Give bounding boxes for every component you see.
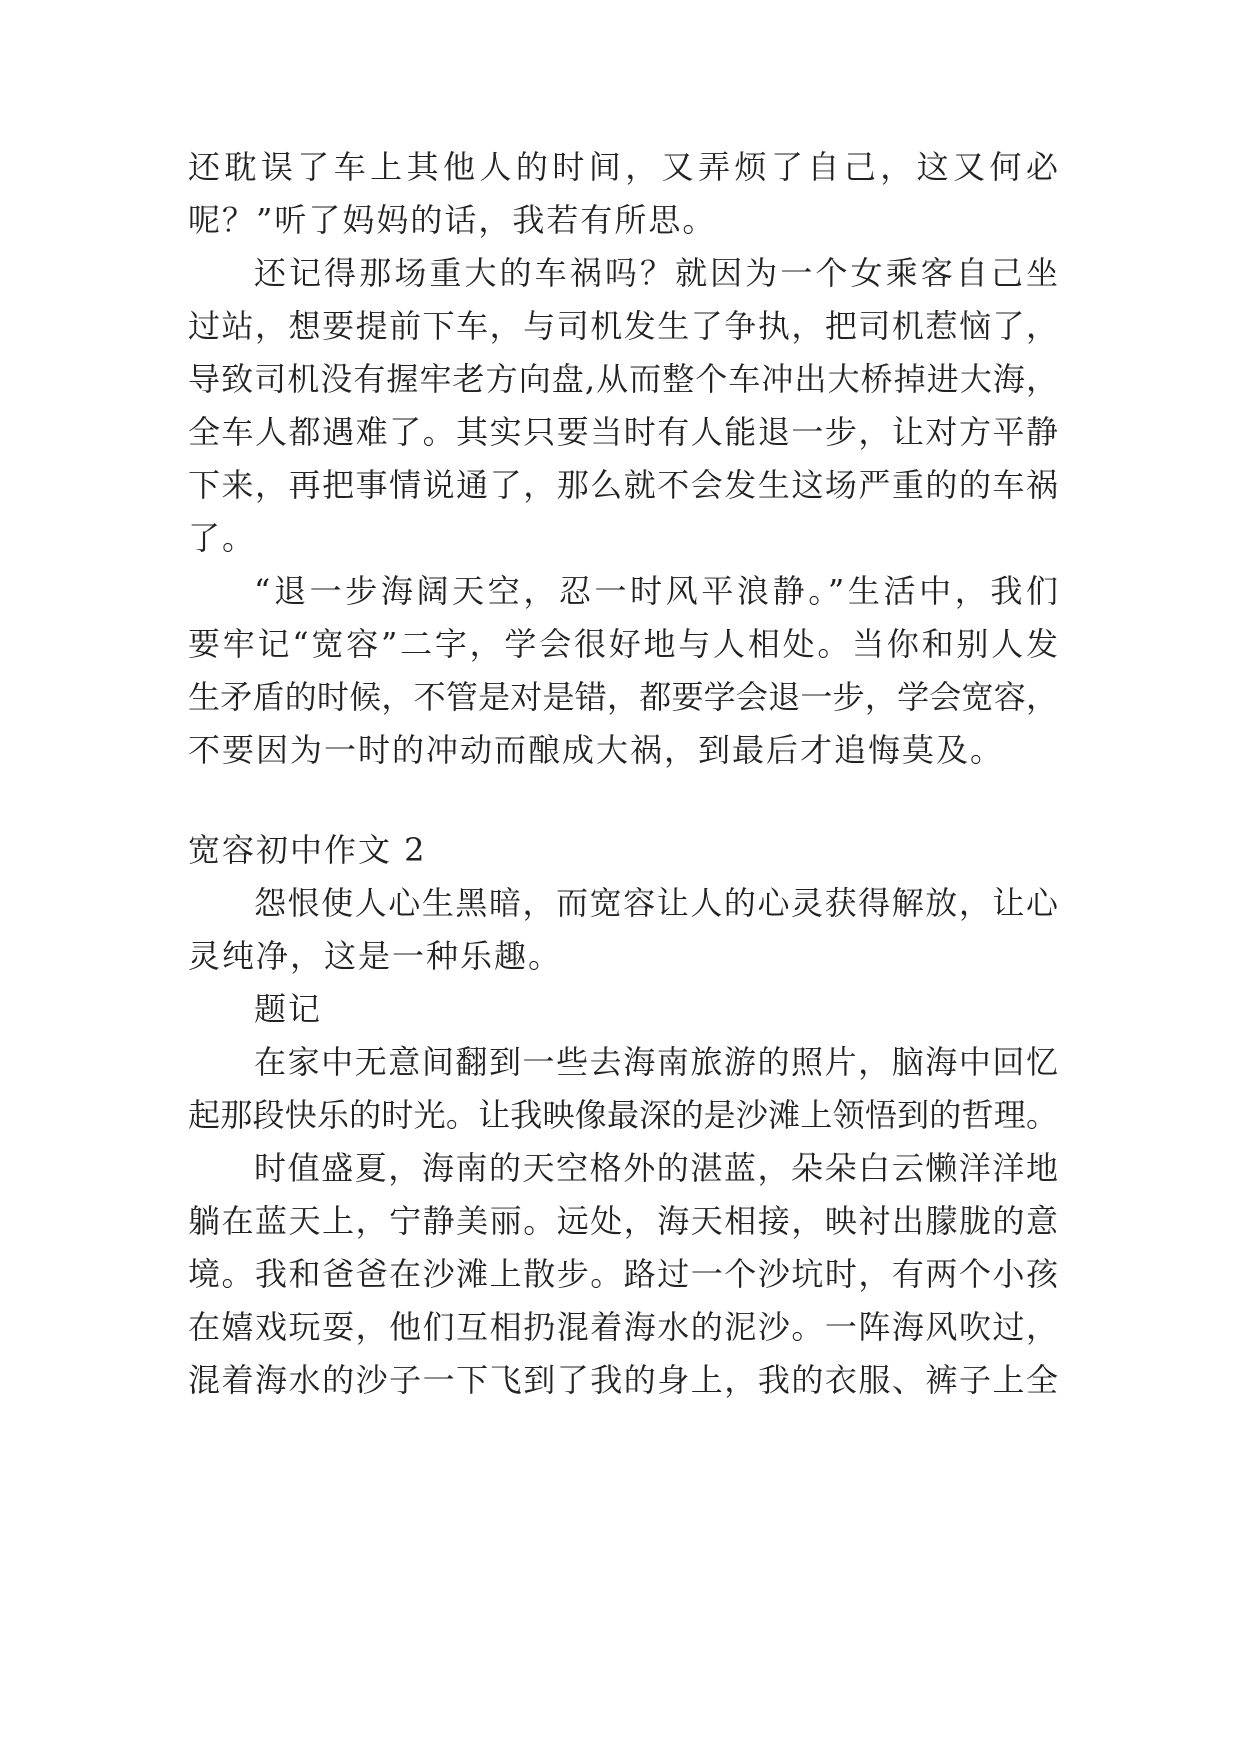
text-line: 生矛盾的时候，不管是对是错，都要学会退一步，学会宽容， xyxy=(188,678,1058,716)
text-line: 还耽误了车上其他人的时间，又弄烦了自己，这又何必 xyxy=(188,148,1058,186)
text-line: 要牢记“宽容”二字，学会很好地与人相处。当你和别人发 xyxy=(188,625,1058,663)
paragraph-first-line: 时值盛夏，海南的天空格外的湛蓝，朵朵白云懒洋洋地 xyxy=(254,1149,1058,1187)
paragraph-first-line: 还记得那场重大的车祸吗？就因为一个女乘客自己坐 xyxy=(254,254,1058,292)
text-line: 境。我和爸爸在沙滩上散步。路过一个沙坑时，有两个小孩 xyxy=(188,1255,1058,1293)
text-line: 下来，再把事情说通了，那么就不会发生这场严重的的车祸 xyxy=(188,466,1058,504)
epigraph-label: 题记 xyxy=(254,990,323,1028)
text-line: 躺在蓝天上，宁静美丽。远处，海天相接，映衬出朦胧的意 xyxy=(188,1202,1058,1240)
text-line: 在嬉戏玩耍，他们互相扔混着海水的泥沙。一阵海风吹过， xyxy=(188,1308,1058,1346)
text-line: 灵纯净，这是一种乐趣。 xyxy=(188,937,563,975)
text-line: 呢？”听了妈妈的话，我若有所思。 xyxy=(188,201,717,239)
text-line: 起那段快乐的时光。让我映像最深的是沙滩上领悟到的哲理。 xyxy=(188,1096,1058,1134)
text-line: 了。 xyxy=(188,519,257,557)
paragraph-first-line: 怨恨使人心生黑暗，而宽容让人的心灵获得解放，让心 xyxy=(254,884,1058,922)
text-line: 混着海水的沙子一下飞到了我的身上，我的衣服、裤子上全 xyxy=(188,1361,1058,1399)
text-line: 过站，想要提前下车，与司机发生了争执，把司机惹恼了， xyxy=(188,307,1058,345)
text-line: 不要因为一时的冲动而酿成大祸，到最后才追悔莫及。 xyxy=(188,731,1005,769)
text-line: 导致司机没有握牢老方向盘,从而整个车冲出大桥掉进大海， xyxy=(188,360,1058,398)
paragraph-first-line: “退一步海阔天空，忍一时风平浪静。”生活中，我们 xyxy=(254,572,1058,610)
section-heading: 宽容初中作文 2 xyxy=(188,831,427,869)
text-line: 全车人都遇难了。其实只要当时有人能退一步，让对方平静 xyxy=(188,413,1058,451)
paragraph-first-line: 在家中无意间翻到一些去海南旅游的照片，脑海中回忆 xyxy=(254,1043,1058,1081)
